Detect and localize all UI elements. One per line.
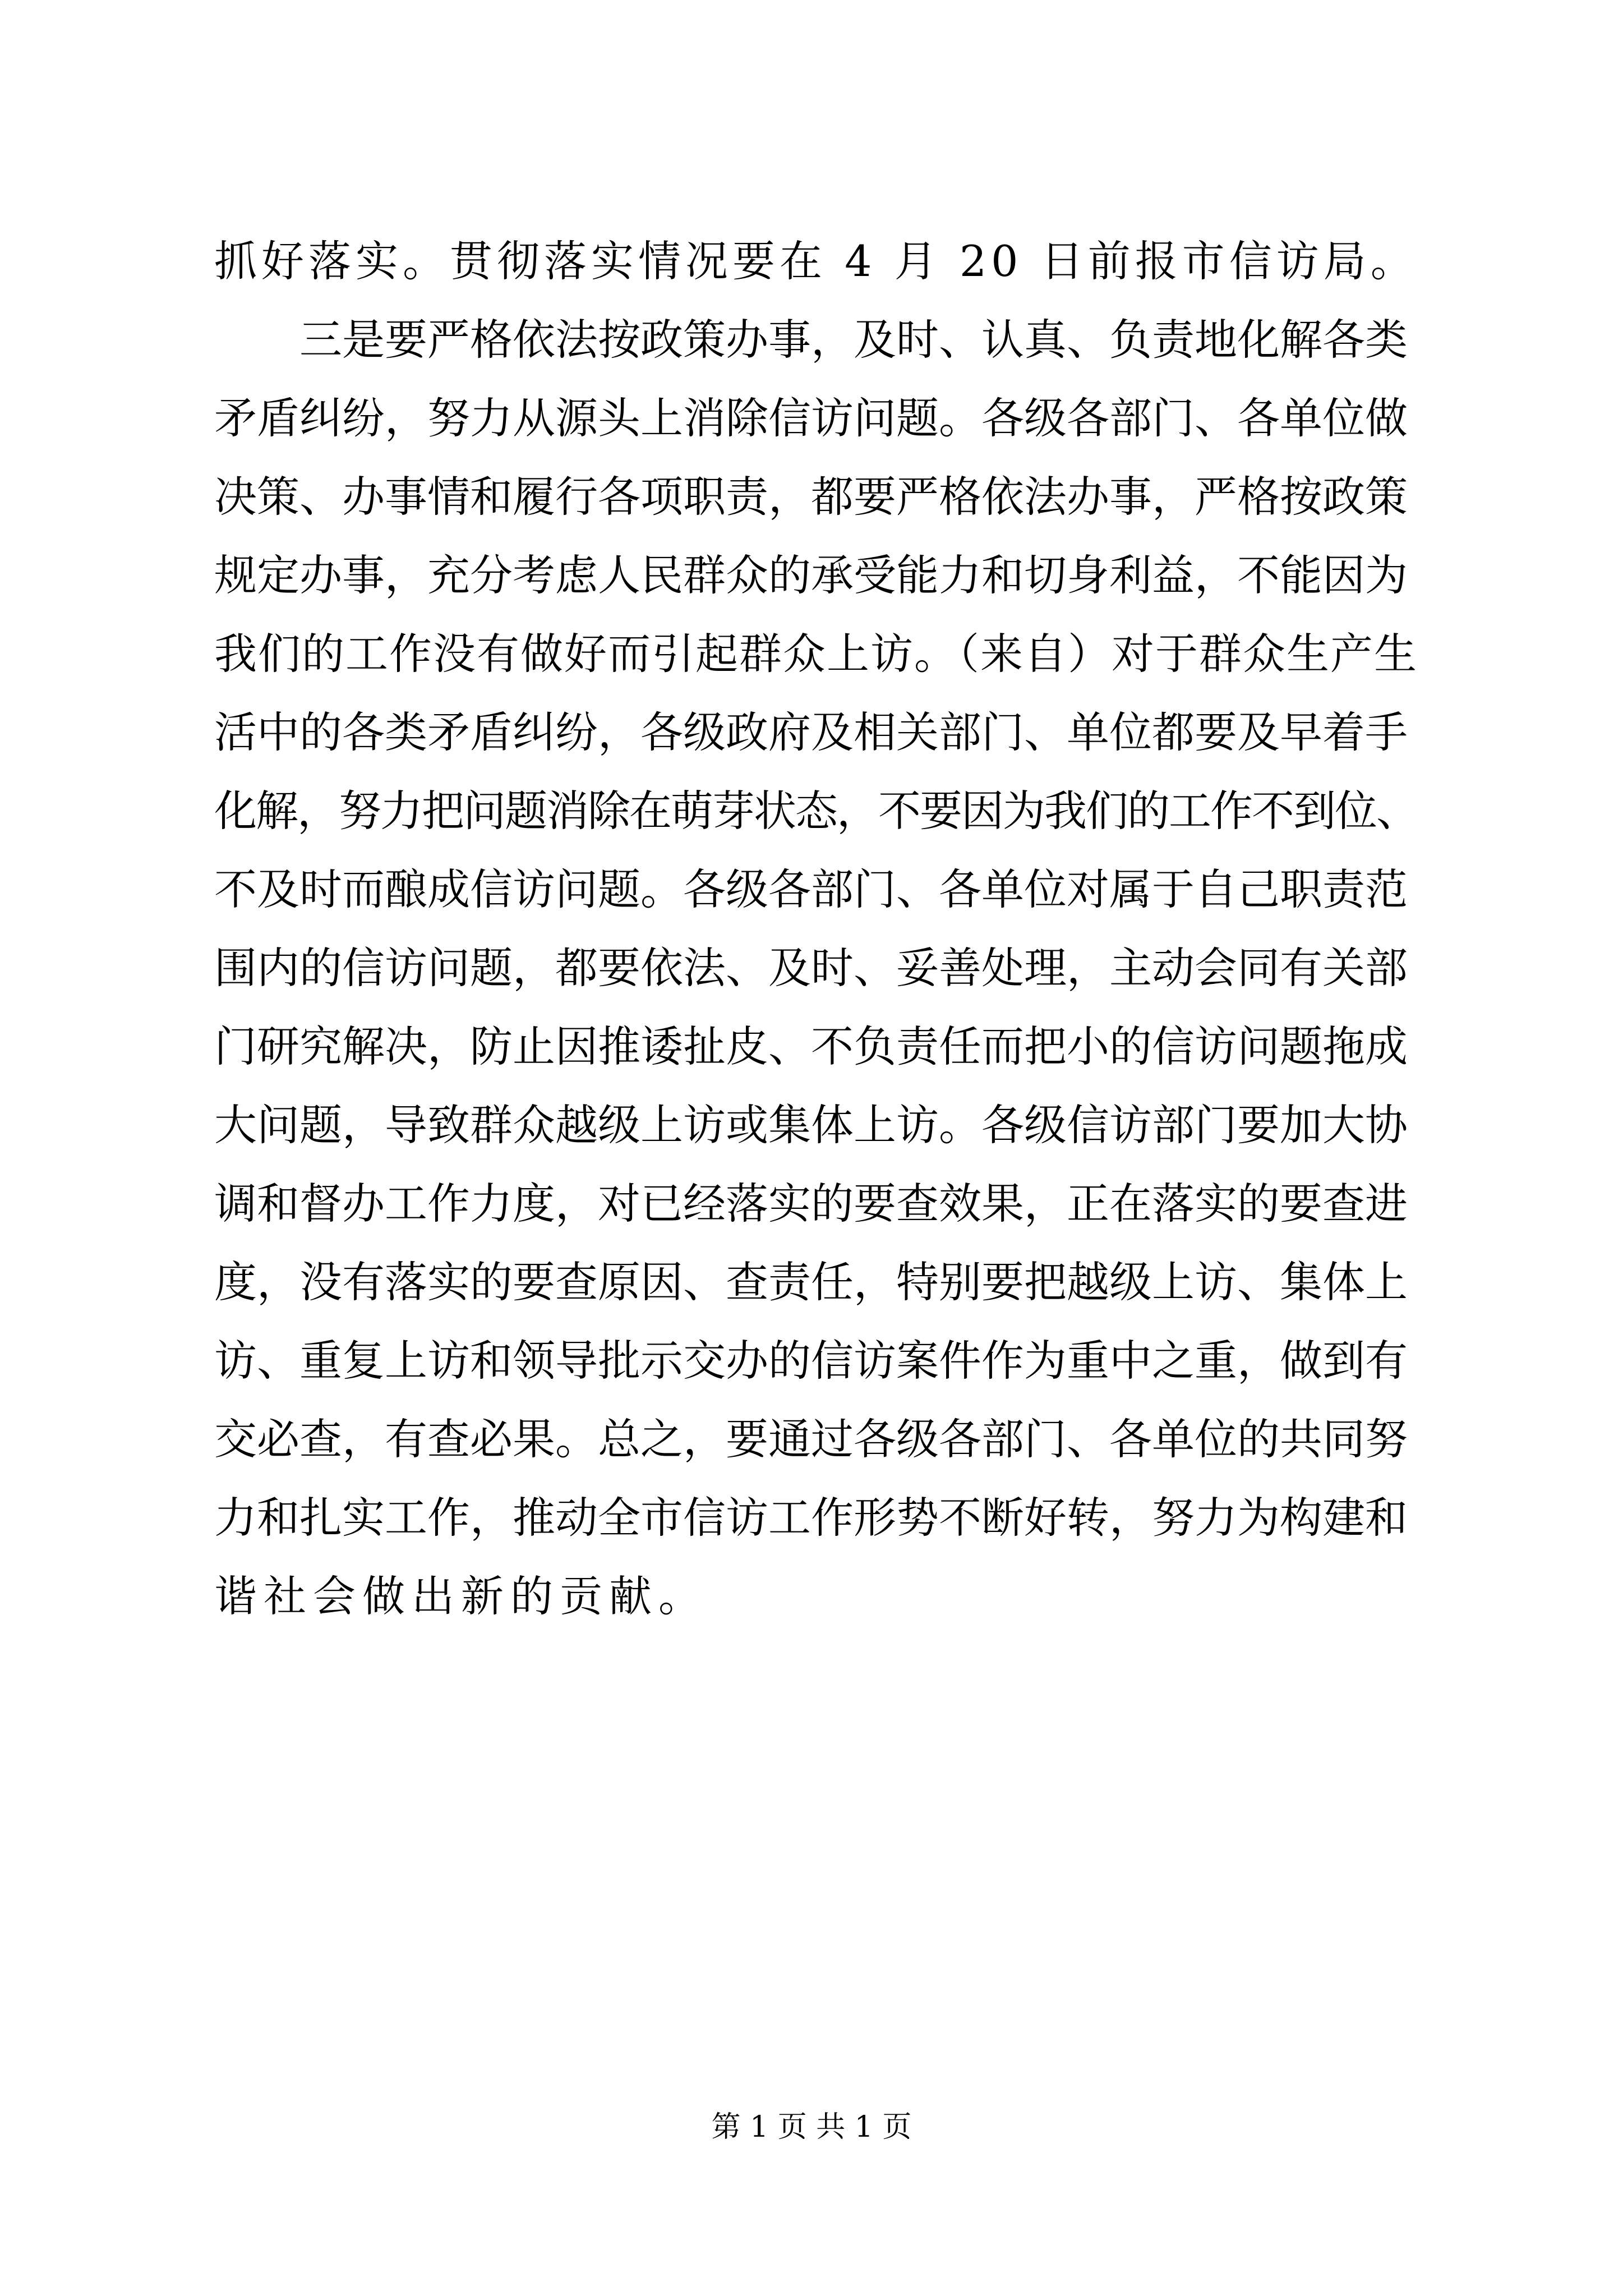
paragraph-first-line: 三是要严格依法按政策办事，及时、认真、负责地化解各类 xyxy=(299,315,1408,365)
text-line: 访、重复上访和领导批示交办的信访案件作为重中之重，做到有 xyxy=(214,1336,1408,1386)
text-line: 调和督办工作力度，对已经落实的要查效果，正在落实的要查进 xyxy=(214,1179,1408,1228)
text-line: 活中的各类矛盾纠纷，各级政府及相关部门、单位都要及早着手 xyxy=(214,707,1408,757)
text-line: 谐社会做出新的贡献。 xyxy=(214,1571,708,1621)
text-line: 不及时而酿成信访问题。各级各部门、各单位对属于自己职责范 xyxy=(214,864,1408,914)
text-line: 门研究解决，防止因推诿扯皮、不负责任而把小的信访问题拖成 xyxy=(214,1022,1408,1071)
text-line: 化解，努力把问题消除在萌芽状态，不要因为我们的工作不到位、 xyxy=(214,786,1418,836)
text-line: 力和扎实工作，推动全市信访工作形势不断好转，努力为构建和 xyxy=(214,1493,1408,1543)
text-line: 大问题，导致群众越级上访或集体上访。各级信访部门要加大协 xyxy=(214,1100,1408,1150)
text-line: 抓好落实。贯彻落实情况要在 4 月 20 日前报市信访局。 xyxy=(214,236,1418,286)
text-line: 度，没有落实的要查原因、查责任，特别要把越级上访、集体上 xyxy=(214,1257,1408,1307)
page-footer: 第 1 页 共 1 页 xyxy=(711,2110,912,2144)
text-line: 矛盾纠纷，努力从源头上消除信访问题。各级各部门、各单位做 xyxy=(214,393,1408,443)
text-line: 围内的信访问题，都要依法、及时、妥善处理，主动会同有关部 xyxy=(214,943,1408,993)
text-line: 决策、办事情和履行各项职责，都要严格依法办事，严格按政策 xyxy=(214,472,1408,522)
text-line: 我们的工作没有做好而引起群众上访。（来自）对于群众生产生 xyxy=(214,629,1418,679)
text-line: 规定办事，充分考虑人民群众的承受能力和切身利益，不能因为 xyxy=(214,550,1408,600)
text-line: 交必查，有查必果。总之，要通过各级各部门、各单位的共同努 xyxy=(214,1414,1408,1464)
